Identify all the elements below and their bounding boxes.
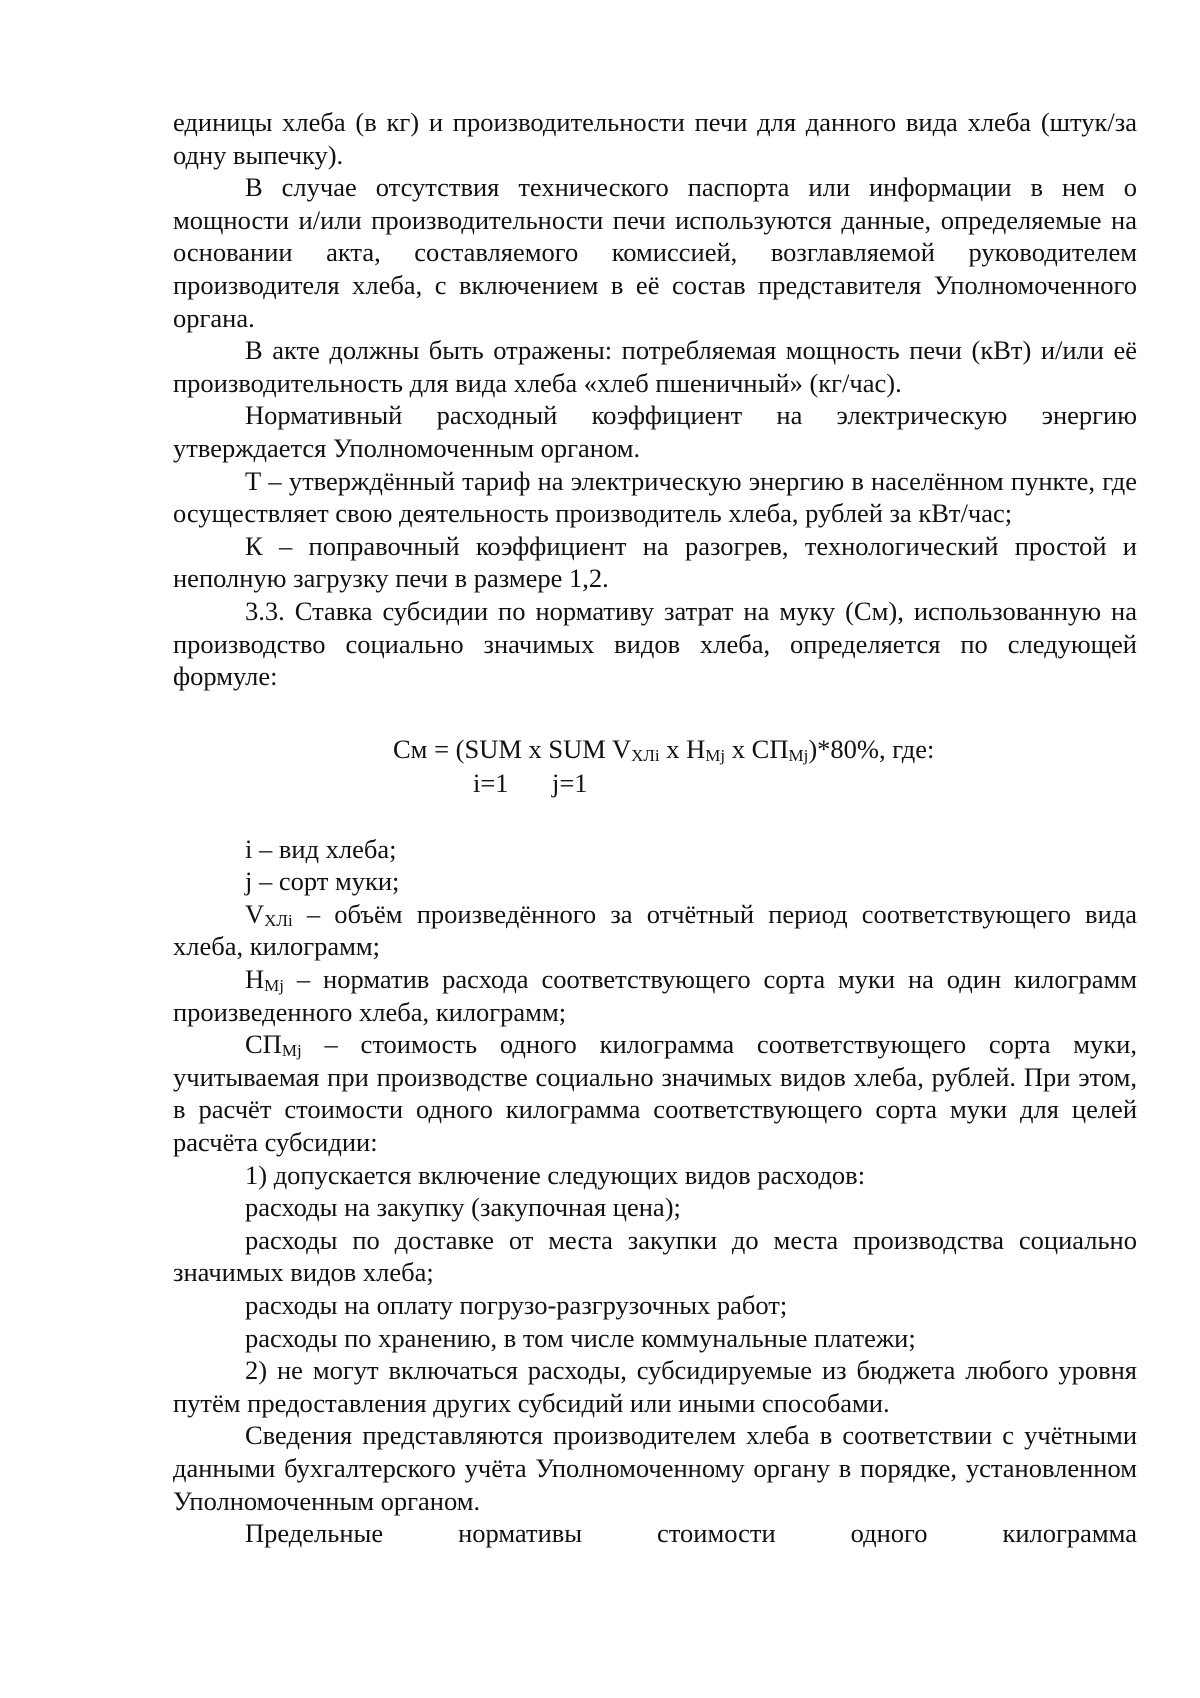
paragraph-loading-expenses: расходы на оплату погрузо-разгрузочных работ; <box>245 1290 788 1320</box>
paragraph-tech-continuation: единицы хлеба (в кг) и производительности печи для данного вида хлеба (штук/за одну выпечку). <box>173 107 1137 170</box>
formula-index-i: i=1 <box>473 767 509 798</box>
paragraph-excluded-expenses: 2) не могут включаться расходы, субсидируемые из бюджета любого уровня путём предоставления других субсидий или иными способами. <box>173 1355 1137 1418</box>
paragraph-normative-coefficient: Нормативный расходный коэффициент на электрическую энергию утверждается Уполномоченным органом. <box>173 400 1137 463</box>
subsidy-formula <box>173 693 1137 833</box>
formula-main-line: См = (SUM x SUM $V_{ХЛi}$ x $Н_{Мj}$ x $СП_{Мj})*80\%$, где: <box>393 733 935 765</box>
definition-sp-cost: $СП_{Мj}$ – стоимость одного килограмма соответствующего сорта муки, учитываемая при производстве социально значимых видов хлеба, рублей. При этом, в расчёт стоимости одного килограмма соответствующего сорта муки для целей расчёта субсидии: <box>173 1029 1137 1158</box>
document-page <box>173 106 1137 1550</box>
paragraph-allowed-expenses: 1) допускается включение следующих видов расходов: <box>245 1159 866 1190</box>
definition-h-norm: $Н_{Мj}$ – норматив расхода соответствующего сорта муки на один килограмм произведенного хлеба, килограмм; <box>173 964 1137 1027</box>
paragraph-delivery-expenses: расходы по доставке от места закупки до места производства социально значимых видов хлеба; <box>173 1224 1137 1288</box>
paragraph-tariff-definition: Т – утверждённый тариф на электрическую энергию в населённом пункте, где осуществляет свою деятельность производитель хлеба, рублей за кВт/час; <box>173 465 1137 529</box>
paragraph-information-submission: Сведения представляются производителем хлеба в соответствии с учётными данными бухгалтерского учёта Уполномоченному органу в порядке, установленном Уполномоченным органом. <box>173 1420 1137 1516</box>
paragraph-cost-limits: Предельные нормативы стоимости одного килограмма <box>245 1518 1137 1549</box>
definition-j: j – сорт муки; <box>245 866 400 897</box>
paragraph-correction-coefficient: К – поправочный коэффициент на разогрев, технологический простой и неполную загрузку печи в размере 1,2. <box>173 530 1137 594</box>
paragraph-act-contents: В акте должны быть отражены: потребляемая мощность печи (кВт) и/или её производительность для вида хлеба «хлеб пшеничный» (кг/час). <box>173 335 1137 398</box>
paragraph-no-passport: В случае отсутствия технического паспорта или информации в нем о мощности и/или производительности печи используются данные, определяемые на основании акта, составляемого комиссией, возглавляемой руководителем производителя хлеба, с включением в её состав представителя Уполномоченного органа. <box>173 172 1137 333</box>
paragraph-purchase-expenses: расходы на закупку (закупочная цена); <box>245 1192 681 1223</box>
paragraph-storage-expenses: расходы по хранению, в том числе коммунальные платежи; <box>245 1322 916 1353</box>
definition-v-volume: $V_{ХЛi}$ – объём произведённого за отчётный период соответствующего вида хлеба, килограмм; <box>173 898 1137 962</box>
formula-index-j: j=1 <box>552 767 588 798</box>
paragraph-section-3-3: 3.3. Ставка субсидии по нормативу затрат на муку (См), использованную на производство социально значимых видов хлеба, определяется по следующей формуле: <box>173 595 1137 692</box>
definition-i: i – вид хлеба; <box>245 833 397 864</box>
